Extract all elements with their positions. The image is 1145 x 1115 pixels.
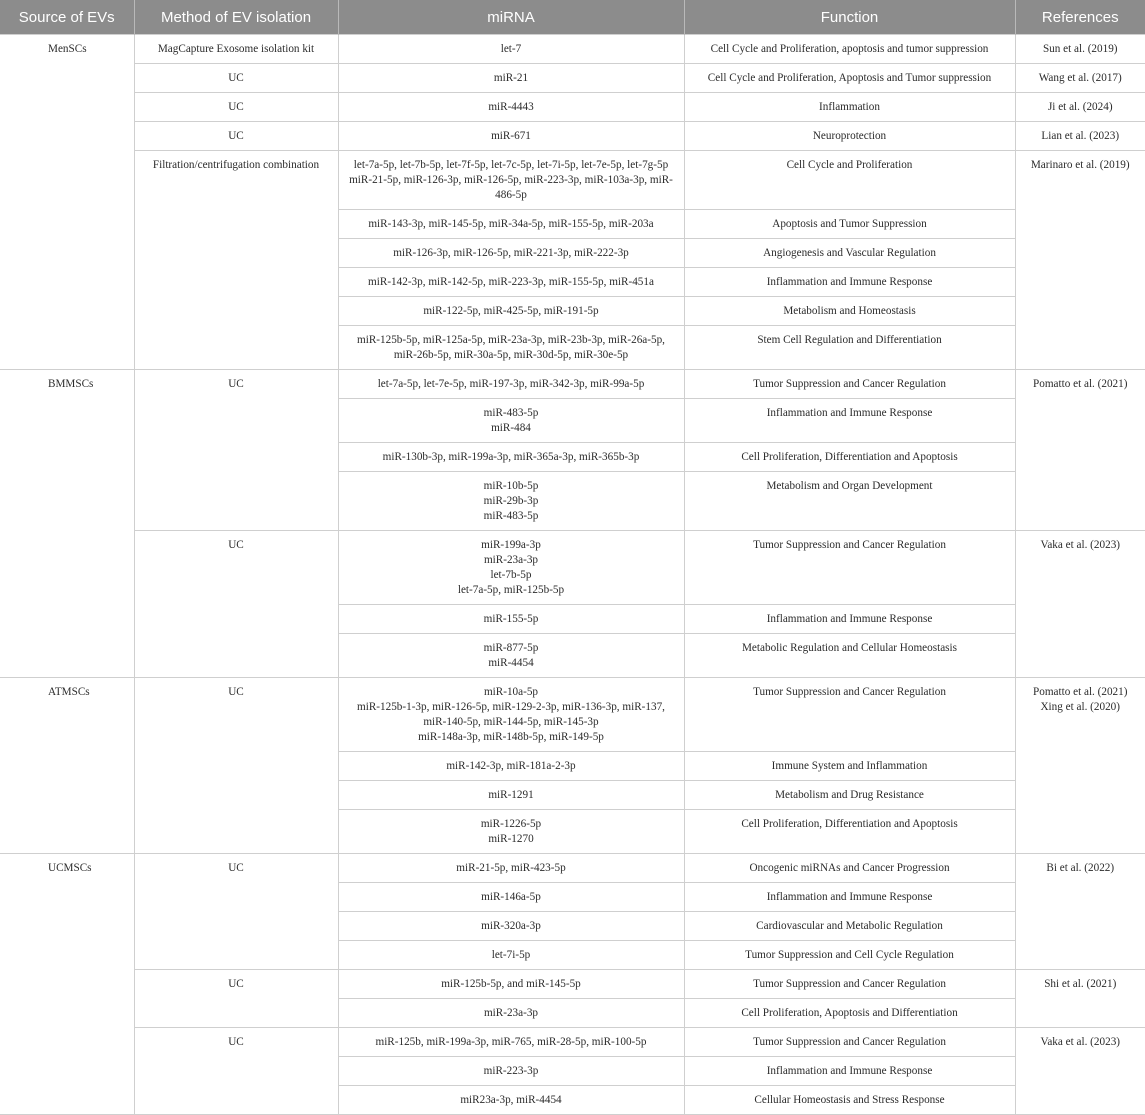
function-cell: Tumor Suppression and Cancer Regulation bbox=[684, 678, 1015, 752]
mirna-line: let-7 bbox=[500, 43, 522, 55]
mirna-line: miR-1291 bbox=[488, 789, 534, 801]
reference-line: Vaka et al. (2023) bbox=[1040, 539, 1121, 551]
method-cell: Filtration/centrifugation combination bbox=[134, 151, 338, 370]
table-row bbox=[0, 370, 1145, 399]
mirna-cell bbox=[338, 399, 684, 443]
mirna-line: miR-23a-3p bbox=[483, 554, 539, 566]
mirna-line: miR-223-3p bbox=[483, 1065, 539, 1077]
function-cell: Inflammation bbox=[684, 93, 1015, 122]
mirna-line: miR-1270 bbox=[488, 833, 534, 845]
mirna-cell bbox=[338, 531, 684, 605]
mirna-cell bbox=[338, 781, 684, 810]
method-cell: UC bbox=[134, 678, 338, 854]
mirna-cell bbox=[338, 941, 684, 970]
mirna-line: miR-21-5p, miR-126-3p, miR-126-5p, miR-223-3p, miR-103a-3p, miR- bbox=[349, 174, 673, 186]
mirna-line: miR-125b-5p, miR-125a-5p, miR-23a-3p, miR-23b-3p, miR-26a-5p, bbox=[357, 334, 665, 346]
method-cell: UC bbox=[134, 854, 338, 970]
function-cell: Metabolism and Organ Development bbox=[684, 472, 1015, 531]
reference-line: Pomatto et al. (2021) bbox=[1033, 686, 1128, 698]
reference-line: Shi et al. (2021) bbox=[1044, 978, 1117, 990]
mirna-line: miR-671 bbox=[491, 130, 531, 142]
reference-cell bbox=[1015, 64, 1145, 93]
function-cell: Cell Proliferation, Differentiation and Apoptosis bbox=[684, 443, 1015, 472]
method-cell: UC bbox=[134, 970, 338, 1028]
method-cell: UC bbox=[134, 531, 338, 678]
mirna-cell bbox=[338, 268, 684, 297]
table-row bbox=[0, 531, 1145, 605]
mirna-line: miR-10a-5p bbox=[483, 686, 539, 698]
mirna-line: miR-1226-5p bbox=[480, 818, 542, 830]
mirna-cell bbox=[338, 854, 684, 883]
mirna-cell bbox=[338, 326, 684, 370]
mirna-line: miR-142-3p, miR-181a-2-3p bbox=[446, 760, 576, 772]
source-cell: BMMSCs bbox=[0, 370, 134, 678]
reference-cell bbox=[1015, 122, 1145, 151]
mirna-cell bbox=[338, 883, 684, 912]
reference-cell bbox=[1015, 1028, 1145, 1115]
mirna-line: miR-483-5p bbox=[483, 510, 539, 522]
method-cell: UC bbox=[134, 64, 338, 93]
function-cell: Metabolism and Drug Resistance bbox=[684, 781, 1015, 810]
mirna-cell bbox=[338, 1086, 684, 1115]
mirna-cell bbox=[338, 35, 684, 64]
mirna-cell bbox=[338, 1028, 684, 1057]
mirna-cell bbox=[338, 752, 684, 781]
table-body bbox=[0, 35, 1145, 1115]
table-row bbox=[0, 64, 1145, 93]
mirna-line: let-7a-5p, let-7b-5p, let-7f-5p, let-7c-5p, let-7i-5p, let-7e-5p, let-7g-5p bbox=[353, 159, 669, 171]
mirna-line: miR-877-5p bbox=[483, 642, 539, 654]
mirna-cell bbox=[338, 678, 684, 752]
reference-line: Wang et al. (2017) bbox=[1038, 72, 1122, 84]
mirna-cell bbox=[338, 122, 684, 151]
function-cell: Inflammation and Immune Response bbox=[684, 399, 1015, 443]
mirna-line: miR-199a-3p bbox=[481, 539, 541, 551]
reference-cell bbox=[1015, 93, 1145, 122]
source-cell: UCMSCs bbox=[0, 854, 134, 1115]
mirna-line: miR-23a-3p bbox=[483, 1007, 539, 1019]
table-row bbox=[0, 970, 1145, 999]
mirna-line: let-7i-5p bbox=[491, 949, 531, 961]
function-cell: Cell Proliferation, Apoptosis and Differentiation bbox=[684, 999, 1015, 1028]
function-cell: Cell Proliferation, Differentiation and Apoptosis bbox=[684, 810, 1015, 854]
header-row bbox=[0, 0, 1145, 35]
reference-line: Lian et al. (2023) bbox=[1041, 130, 1120, 142]
mirna-line: miR-143-3p, miR-145-5p, miR-34a-5p, miR-155-5p, miR-203a bbox=[368, 218, 654, 230]
reference-line: Vaka et al. (2023) bbox=[1040, 1036, 1121, 1048]
function-cell: Cellular Homeostasis and Stress Response bbox=[684, 1086, 1015, 1115]
mirna-line: miR-125b, miR-199a-3p, miR-765, miR-28-5p, miR-100-5p bbox=[375, 1036, 647, 1048]
function-cell: Tumor Suppression and Cancer Regulation bbox=[684, 370, 1015, 399]
header-mirna: miRNA bbox=[338, 0, 684, 35]
mirna-line: miR-10b-5p bbox=[483, 480, 539, 492]
mirna-line: miR23a-3p, miR-4454 bbox=[460, 1094, 562, 1106]
mirna-cell bbox=[338, 239, 684, 268]
function-cell: Oncogenic miRNAs and Cancer Progression bbox=[684, 854, 1015, 883]
mirna-line: miR-320a-3p bbox=[481, 920, 541, 932]
mirna-cell bbox=[338, 93, 684, 122]
mirna-line: miR-21-5p, miR-423-5p bbox=[456, 862, 566, 874]
mirna-line: miR-21 bbox=[493, 72, 529, 84]
table-row bbox=[0, 151, 1145, 210]
mirna-cell bbox=[338, 151, 684, 210]
reference-cell bbox=[1015, 678, 1145, 854]
function-cell: Metabolic Regulation and Cellular Homeostasis bbox=[684, 634, 1015, 678]
method-cell: MagCapture Exosome isolation kit bbox=[134, 35, 338, 64]
source-cell: ATMSCs bbox=[0, 678, 134, 854]
mirna-cell bbox=[338, 472, 684, 531]
function-cell: Cell Cycle and Proliferation, Apoptosis and Tumor suppression bbox=[684, 64, 1015, 93]
function-cell: Inflammation and Immune Response bbox=[684, 605, 1015, 634]
mirna-line: miR-125b-5p, and miR-145-5p bbox=[441, 978, 581, 990]
mirna-line: miR-130b-3p, miR-199a-3p, miR-365a-3p, miR-365b-3p bbox=[382, 451, 640, 463]
mirna-line: let-7a-5p, miR-125b-5p bbox=[457, 584, 565, 596]
mirna-cell bbox=[338, 970, 684, 999]
function-cell: Tumor Suppression and Cancer Regulation bbox=[684, 1028, 1015, 1057]
header-references: References bbox=[1015, 0, 1145, 35]
mirna-line: miR-125b-1-3p, miR-126-5p, miR-129-2-3p, miR-136-3p, miR-137, bbox=[357, 701, 665, 713]
mirna-cell bbox=[338, 210, 684, 239]
reference-cell bbox=[1015, 531, 1145, 678]
mirna-line: miR-148a-3p, miR-148b-5p, miR-149-5p bbox=[418, 731, 604, 743]
mirna-cell bbox=[338, 370, 684, 399]
method-cell: UC bbox=[134, 1028, 338, 1115]
function-cell: Inflammation and Immune Response bbox=[684, 268, 1015, 297]
table-row bbox=[0, 122, 1145, 151]
function-cell: Cell Cycle and Proliferation, apoptosis and tumor suppression bbox=[684, 35, 1015, 64]
reference-line: Bi et al. (2022) bbox=[1046, 862, 1115, 874]
mirna-line: miR-484 bbox=[491, 422, 531, 434]
mirna-line: let-7b-5p bbox=[490, 569, 532, 581]
function-cell: Immune System and Inflammation bbox=[684, 752, 1015, 781]
mirna-line: let-7a-5p, let-7e-5p, miR-197-3p, miR-342-3p, miR-99a-5p bbox=[377, 378, 645, 390]
mirna-line: miR-4443 bbox=[488, 101, 534, 113]
mirna-line: miR-29b-3p bbox=[483, 495, 539, 507]
function-cell: Tumor Suppression and Cancer Regulation bbox=[684, 970, 1015, 999]
function-cell: Inflammation and Immune Response bbox=[684, 883, 1015, 912]
reference-cell bbox=[1015, 151, 1145, 370]
table-row bbox=[0, 35, 1145, 64]
mirna-line: 486-5p bbox=[495, 189, 527, 201]
mirna-cell bbox=[338, 999, 684, 1028]
mirna-cell bbox=[338, 912, 684, 941]
mirna-line: miR-140-5p, miR-144-5p, miR-145-3p bbox=[423, 716, 599, 728]
function-cell: Apoptosis and Tumor Suppression bbox=[684, 210, 1015, 239]
reference-cell bbox=[1015, 370, 1145, 531]
function-cell: Cardiovascular and Metabolic Regulation bbox=[684, 912, 1015, 941]
method-cell: UC bbox=[134, 122, 338, 151]
reference-line: Xing et al. (2020) bbox=[1040, 701, 1121, 713]
table-row bbox=[0, 1028, 1145, 1057]
mirna-line: miR-126-3p, miR-126-5p, miR-221-3p, miR-222-3p bbox=[393, 247, 629, 259]
mirna-cell bbox=[338, 634, 684, 678]
mirna-line: miR-26b-5p, miR-30a-5p, miR-30d-5p, miR-30e-5p bbox=[393, 349, 629, 361]
method-cell: UC bbox=[134, 370, 338, 531]
header-source: Source of EVs bbox=[0, 0, 134, 35]
function-cell: Cell Cycle and Proliferation bbox=[684, 151, 1015, 210]
mirna-cell bbox=[338, 64, 684, 93]
mirna-line: miR-142-3p, miR-142-5p, miR-223-3p, miR-155-5p, miR-451a bbox=[368, 276, 654, 288]
function-cell: Stem Cell Regulation and Differentiation bbox=[684, 326, 1015, 370]
function-cell: Tumor Suppression and Cancer Regulation bbox=[684, 531, 1015, 605]
mirna-line: miR-155-5p bbox=[483, 613, 539, 625]
method-cell: UC bbox=[134, 93, 338, 122]
mirna-line: miR-483-5p bbox=[483, 407, 539, 419]
reference-line: Sun et al. (2019) bbox=[1042, 43, 1118, 55]
reference-cell bbox=[1015, 35, 1145, 64]
source-cell: MenSCs bbox=[0, 35, 134, 370]
reference-line: Pomatto et al. (2021) bbox=[1033, 378, 1128, 390]
reference-line: Ji et al. (2024) bbox=[1047, 101, 1113, 113]
header-method: Method of EV isolation bbox=[134, 0, 338, 35]
table-row bbox=[0, 854, 1145, 883]
function-cell: Tumor Suppression and Cell Cycle Regulation bbox=[684, 941, 1015, 970]
table-row bbox=[0, 678, 1145, 752]
mirna-line: miR-4454 bbox=[488, 657, 534, 669]
table-row bbox=[0, 93, 1145, 122]
reference-cell bbox=[1015, 970, 1145, 1028]
mirna-line: miR-146a-5p bbox=[481, 891, 541, 903]
mirna-cell bbox=[338, 810, 684, 854]
function-cell: Inflammation and Immune Response bbox=[684, 1057, 1015, 1086]
function-cell: Metabolism and Homeostasis bbox=[684, 297, 1015, 326]
header-function: Function bbox=[684, 0, 1015, 35]
mirna-cell bbox=[338, 443, 684, 472]
mirna-cell bbox=[338, 297, 684, 326]
reference-cell bbox=[1015, 854, 1145, 970]
function-cell: Neuroprotection bbox=[684, 122, 1015, 151]
mirna-cell bbox=[338, 1057, 684, 1086]
function-cell: Angiogenesis and Vascular Regulation bbox=[684, 239, 1015, 268]
reference-line: Marinaro et al. (2019) bbox=[1030, 159, 1130, 171]
mirna-line: miR-122-5p, miR-425-5p, miR-191-5p bbox=[423, 305, 599, 317]
mirna-cell bbox=[338, 605, 684, 634]
